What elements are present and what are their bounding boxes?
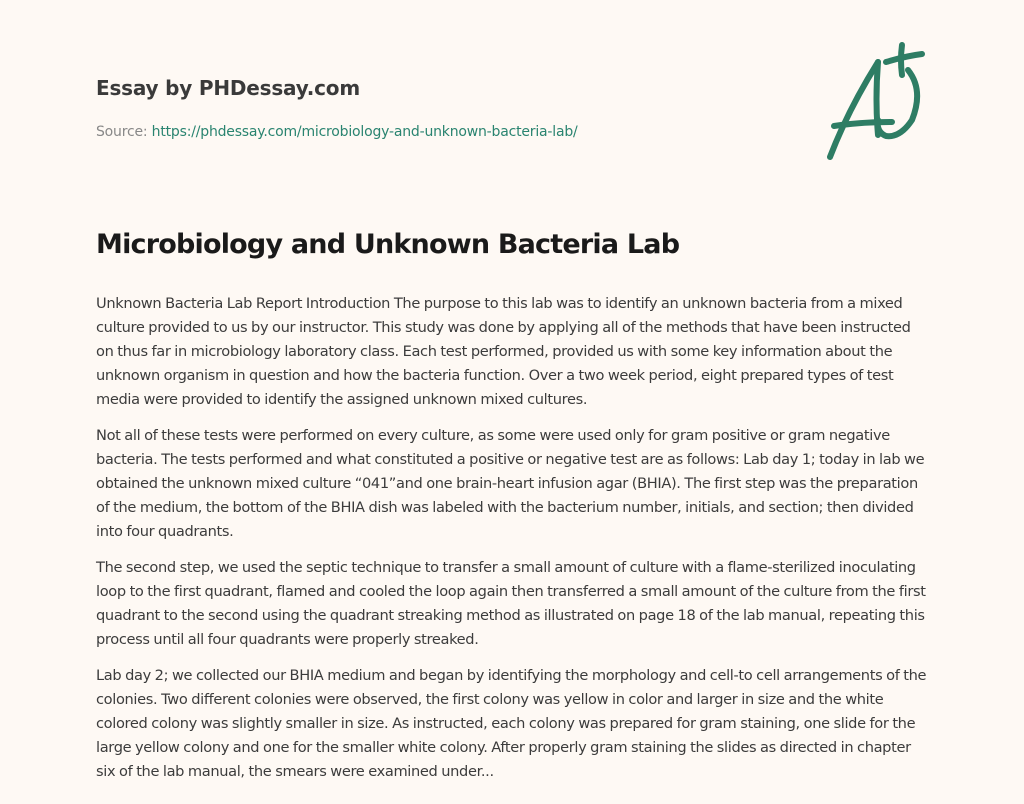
essay-paragraph-1: Unknown Bacteria Lab Report Introduction The purpose to this lab was to identify an unknown bacteria from a mixed culture provided to us by our instructor. This study was done by applying all of the methods that have been instructed on thus far in microbiology laboratory class. Each test performed, provided us with some key information about the unknown organism in question and how the bacteria function. Over a two week period, eight prepared types of test media were provided to identify the assigned unknown mixed cultures. <box>96 295 911 408</box>
a-plus-grade-icon <box>820 40 930 170</box>
source-link[interactable]: https://phdessay.com/microbiology-and-unknown-bacteria-lab/ <box>151 124 578 140</box>
source-line <box>96 124 796 140</box>
source-label: Source: <box>96 124 148 140</box>
essay-content <box>96 226 928 796</box>
essay-paragraph-4: Lab day 2; we collected our BHIA medium and began by identifying the morphology and cell-to cell arrangements of the colonies. Two different colonies were observed, the first colony was yellow in color and larger in size and the white colored colony was slightly smaller in size. As instructed, each colony was prepared for gram staining, one slide for the large yellow colony and one for the smaller white colony. After properly gram staining the slides as directed in chapter six of the lab manual, the smears were examined under... <box>96 667 927 780</box>
essay-paragraph-2: Not all of these tests were performed on every culture, as some were used only for gram positive or gram negative bacteria. The tests performed and what constituted a positive or negative test are as follows: Lab day 1; today in lab we obtained the unknown mixed culture “041”and one brain-heart infusion agar (BHIA). The first step was the preparation of the medium, the bottom of the BHIA dish was labeled with the bacterium number, initials, and section; then divided into four quadrants. <box>96 427 925 540</box>
essay-title: Microbiology and Unknown Bacteria Lab <box>96 229 680 260</box>
essay-paragraph-3: The second step, we used the septic technique to transfer a small amount of culture with a flame-sterilized inoculating loop to the first quadrant, flamed and cooled the loop again then transferred a small amount of the culture from the first quadrant to the second using the quadrant streaking method as illustrated on page 18 of the lab manual, repeating this process until all four quadrants were properly streaked. <box>96 559 926 648</box>
page-header <box>96 76 796 140</box>
site-title: Essay by PHDessay.com <box>96 76 360 100</box>
